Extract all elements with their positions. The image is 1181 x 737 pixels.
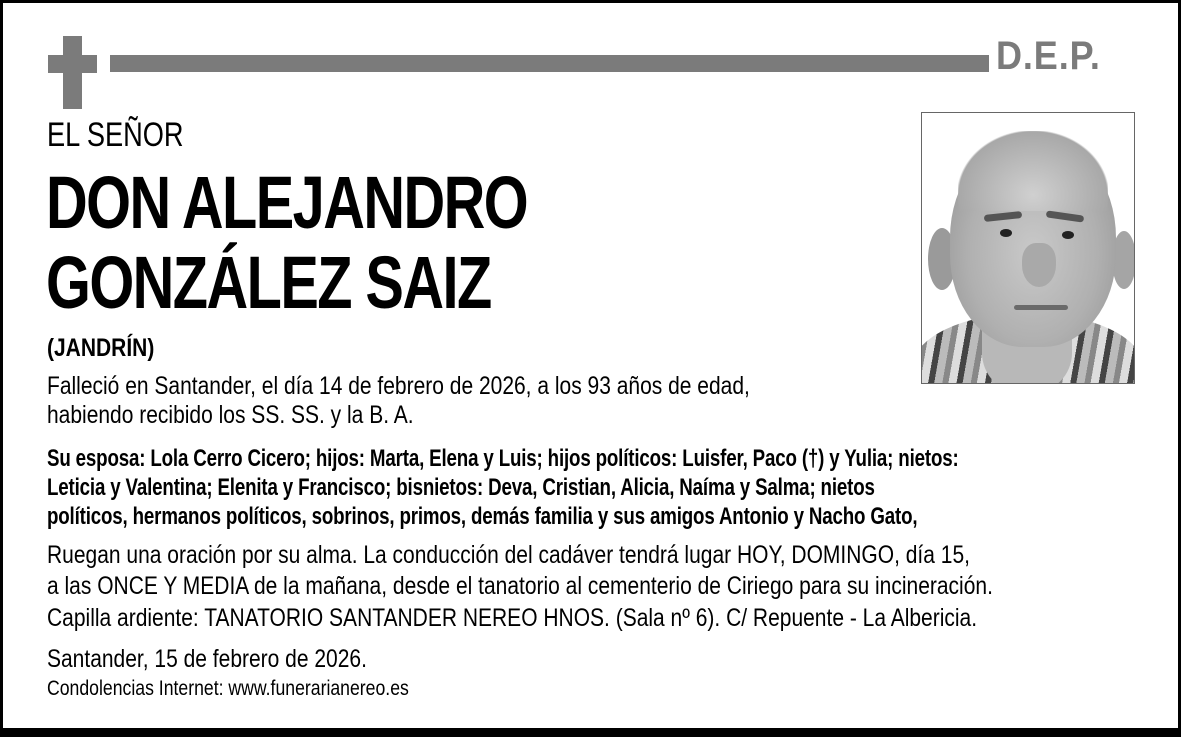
- rip-label: D.E.P.: [996, 34, 1101, 78]
- deceased-name-line2: GONZÁLEZ SAIZ: [46, 241, 491, 324]
- service-line: Capilla ardiente: TANATORIO SANTANDER NEREO HNOS. (Sala nº 6). C/ Repuente - La Albericia.: [47, 604, 978, 632]
- portrait-eye: [1000, 229, 1012, 237]
- death-notice-line: Falleció en Santander, el día 14 de febrero de 2026, a los 93 años de edad,: [47, 372, 750, 400]
- title-prefix: EL SEÑOR: [47, 116, 184, 154]
- service-line: Ruegan una oración por su alma. La conducción del cadáver tendrá lugar HOY, DOMINGO, día 15,: [47, 541, 970, 569]
- portrait-nose: [1022, 243, 1056, 287]
- deceased-portrait: [921, 112, 1135, 384]
- family-line: Leticia y Valentina; Elenita y Francisco; bisnietos: Deva, Cristian, Alicia, Naíma y Salma; nietos: [47, 474, 875, 501]
- death-notice-line: habiendo recibido los SS. SS. y la B. A.: [47, 401, 414, 429]
- deceased-alias: (JANDRÍN): [47, 334, 155, 362]
- place-date: Santander, 15 de febrero de 2026.: [47, 645, 367, 673]
- bottom-border: [0, 728, 1181, 737]
- condolences-link[interactable]: Condolencias Internet: www.funerarianereo.es: [47, 677, 409, 700]
- portrait-mouth: [1014, 305, 1068, 310]
- portrait-hair: [958, 131, 1108, 211]
- portrait-eye: [1062, 231, 1074, 239]
- cross-icon-arm: [48, 55, 97, 73]
- deceased-name-line1: DON ALEJANDRO: [46, 161, 528, 244]
- service-line: a las ONCE Y MEDIA de la mañana, desde el tanatorio al cementerio de Ciriego para su incineración.: [47, 572, 993, 600]
- family-line: políticos, hermanos políticos, sobrinos, primos, demás familia y sus amigos Antonio y Nacho Gato,: [47, 503, 918, 530]
- family-line: Su esposa: Lola Cerro Cicero; hijos: Marta, Elena y Luis; hijos políticos: Luisfer, Paco (†) y Yulia; nietos:: [47, 445, 959, 472]
- header-rule: [110, 55, 989, 72]
